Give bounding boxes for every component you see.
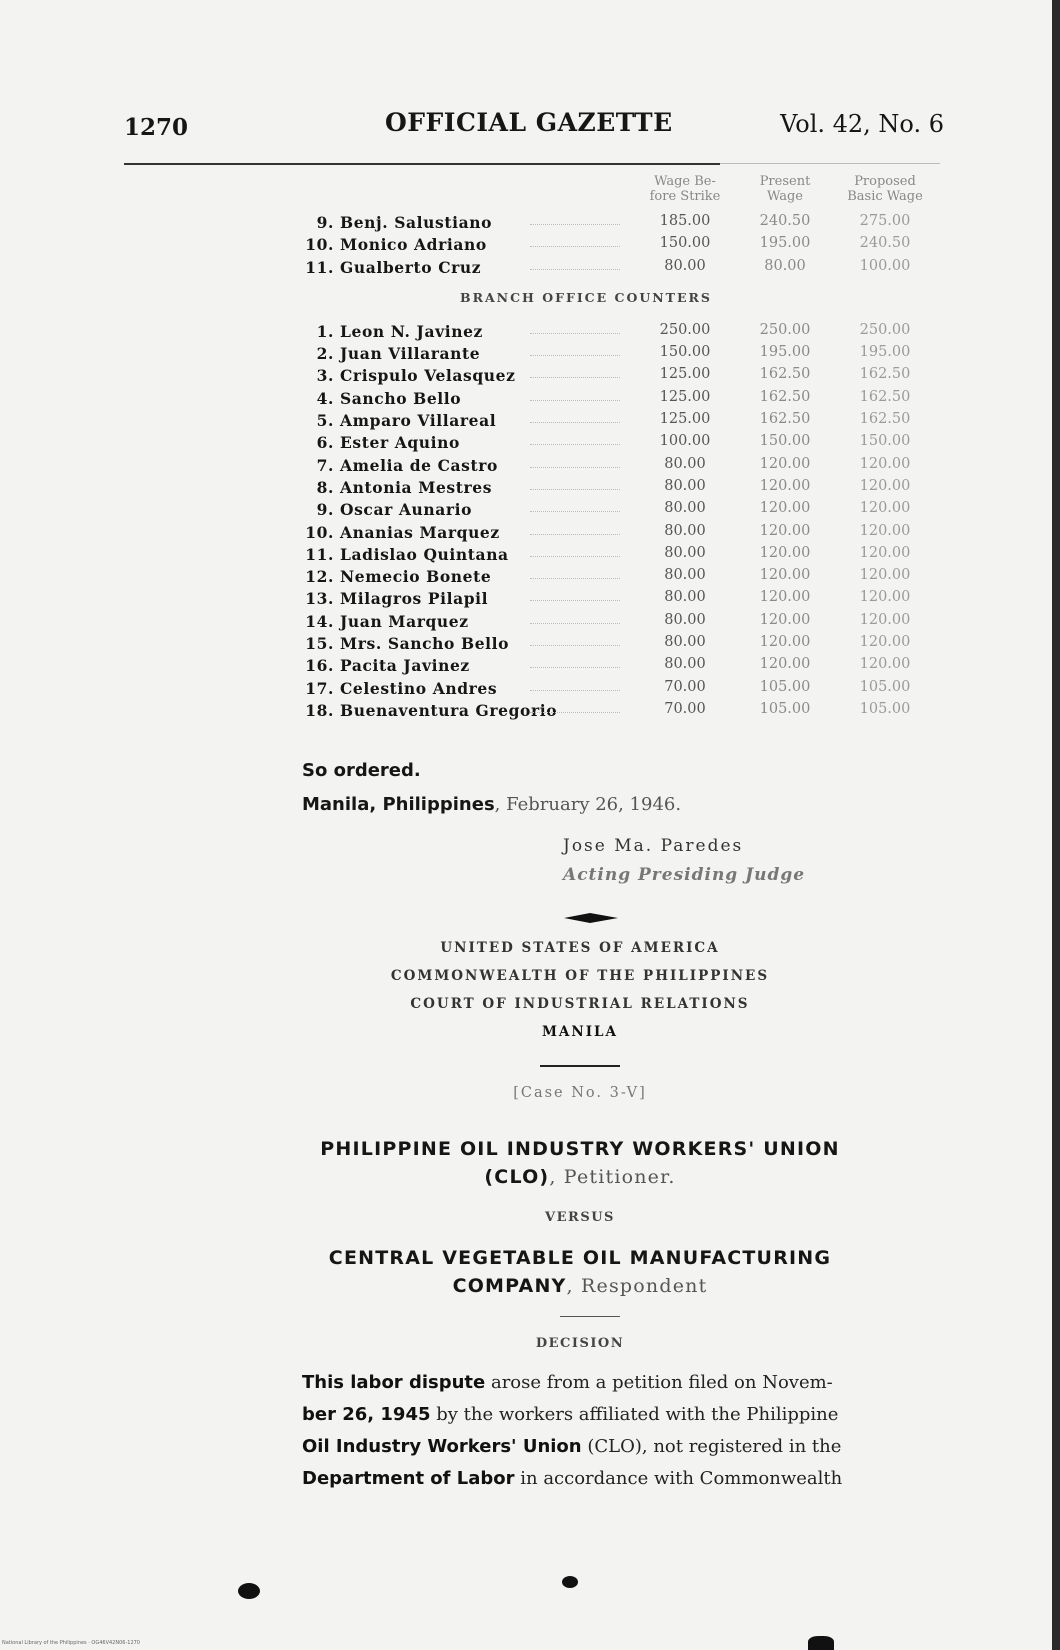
row-number: 17. bbox=[305, 678, 334, 698]
table-row bbox=[300, 522, 950, 544]
employee-name-text: Sancho Bello bbox=[340, 388, 462, 408]
employee-name bbox=[300, 258, 481, 277]
ink-blot bbox=[238, 1583, 260, 1599]
wage-before-strike: 80.00 bbox=[664, 589, 706, 606]
present-wage: 120.00 bbox=[759, 477, 811, 494]
row-number: 3. bbox=[316, 366, 334, 386]
table-row bbox=[300, 499, 950, 521]
body-line-1 bbox=[302, 1367, 942, 1399]
proposed-basic-wage: 162.50 bbox=[859, 388, 911, 405]
employee-name-text: Monico Adriano bbox=[340, 235, 487, 255]
proposed-basic-wage: 105.00 bbox=[859, 700, 911, 717]
employee-name-text: Gualberto Cruz bbox=[340, 257, 482, 277]
table-row bbox=[300, 343, 950, 365]
employee-name bbox=[300, 589, 488, 608]
header-rule bbox=[124, 163, 720, 165]
proposed-basic-wage: 120.00 bbox=[859, 611, 911, 628]
gazette-title: OFFICIAL GAZETTE bbox=[385, 108, 673, 137]
employee-name bbox=[300, 322, 483, 341]
employee-name-text: Nemecio Bonete bbox=[340, 567, 492, 587]
body-line-1-text: arose from a petition filed on Novem- bbox=[485, 1372, 833, 1393]
table-row bbox=[300, 321, 950, 343]
table-row bbox=[300, 544, 950, 566]
column-proposed-basic-wage: Proposed Basic Wage bbox=[847, 174, 923, 204]
row-number: 1. bbox=[316, 321, 334, 341]
body-line-2-text: by the workers affiliated with the Philippine bbox=[430, 1404, 839, 1425]
table-row bbox=[300, 365, 950, 387]
present-wage: 162.50 bbox=[759, 366, 811, 383]
proposed-basic-wage: 195.00 bbox=[859, 344, 911, 361]
court-rule bbox=[540, 1065, 620, 1067]
leader-dots bbox=[530, 534, 620, 535]
wage-before-strike: 70.00 bbox=[664, 700, 706, 717]
present-wage: 120.00 bbox=[759, 634, 811, 651]
employee-name bbox=[300, 344, 480, 363]
employee-name-text: Juan Marquez bbox=[340, 611, 469, 631]
employee-name bbox=[300, 411, 496, 430]
employee-name-text: Pacita Javinez bbox=[340, 656, 470, 676]
leader-dots bbox=[530, 489, 620, 490]
leader-dots bbox=[530, 333, 620, 334]
proposed-basic-wage: 120.00 bbox=[859, 455, 911, 472]
page-header bbox=[124, 104, 944, 144]
leader-dots bbox=[530, 712, 620, 713]
employee-name bbox=[300, 612, 469, 631]
body-line-4-bold: Department of Labor bbox=[302, 1468, 515, 1489]
employee-name-text: Amparo Villareal bbox=[340, 411, 497, 431]
section-divider-ornament bbox=[562, 912, 620, 924]
leader-dots bbox=[530, 690, 620, 691]
present-wage: 120.00 bbox=[759, 544, 811, 561]
table-rows-branch bbox=[300, 321, 950, 722]
wage-before-strike: 80.00 bbox=[664, 567, 706, 584]
body-line-2-bold: ber 26, 1945 bbox=[302, 1404, 431, 1425]
proposed-basic-wage: 120.00 bbox=[859, 589, 911, 606]
proposed-basic-wage: 105.00 bbox=[859, 678, 911, 695]
employee-name-text: Amelia de Castro bbox=[340, 455, 498, 475]
wage-before-strike: 150.00 bbox=[659, 235, 711, 252]
table-row bbox=[300, 388, 950, 410]
row-number: 11. bbox=[305, 257, 334, 277]
wage-before-strike: 80.00 bbox=[664, 656, 706, 673]
versus: VERSUS bbox=[545, 1210, 615, 1225]
table-row bbox=[300, 611, 950, 633]
employee-name-text: Benj. Salustiano bbox=[340, 213, 493, 232]
table-row bbox=[300, 700, 950, 722]
row-number: 18. bbox=[305, 700, 334, 720]
dateline bbox=[302, 794, 681, 815]
judge-name: Jose Ma. Paredes bbox=[563, 836, 744, 856]
wage-before-strike: 80.00 bbox=[664, 544, 706, 561]
employee-name-text: Juan Villarante bbox=[340, 344, 481, 364]
table-row bbox=[300, 410, 950, 432]
employee-name-text: Mrs. Sancho Bello bbox=[340, 634, 510, 654]
employee-name-text: Buenaventura Gregorio bbox=[340, 700, 558, 720]
wage-before-strike: 125.00 bbox=[659, 388, 711, 405]
body-line-4 bbox=[302, 1463, 942, 1495]
row-number: 12. bbox=[305, 567, 334, 587]
row-number: 4. bbox=[316, 388, 334, 408]
present-wage: 250.00 bbox=[759, 321, 811, 338]
proposed-basic-wage: 120.00 bbox=[859, 477, 911, 494]
employee-name-text: Milagros Pilapil bbox=[340, 589, 489, 609]
petitioner-role: , Petitioner. bbox=[549, 1166, 676, 1188]
section-branch-office-counters bbox=[300, 279, 950, 321]
wage-before-strike: 125.00 bbox=[659, 366, 711, 383]
proposed-basic-wage: 120.00 bbox=[859, 544, 911, 561]
row-number: 10. bbox=[305, 522, 334, 542]
leader-dots bbox=[530, 422, 620, 423]
leader-dots bbox=[530, 246, 620, 247]
row-number: 2. bbox=[316, 344, 334, 364]
row-number: 7. bbox=[316, 455, 334, 475]
present-wage: 240.50 bbox=[759, 213, 811, 229]
leader-dots bbox=[530, 600, 620, 601]
leader-dots bbox=[530, 667, 620, 668]
employee-name bbox=[300, 433, 460, 452]
leader-dots bbox=[530, 269, 620, 270]
case-number: [Case No. 3-V] bbox=[513, 1085, 647, 1101]
present-wage: 120.00 bbox=[759, 567, 811, 584]
volume-number: Vol. 42, No. 6 bbox=[780, 110, 944, 138]
wage-before-strike: 100.00 bbox=[659, 433, 711, 450]
row-number: 14. bbox=[305, 611, 334, 631]
court-line-1: UNITED STATES OF AMERICA bbox=[440, 940, 720, 956]
body-line-3-text: (CLO), not registered in the bbox=[581, 1436, 842, 1457]
wage-table bbox=[300, 174, 950, 722]
wage-before-strike: 80.00 bbox=[664, 257, 706, 274]
page-number: 1270 bbox=[124, 114, 189, 141]
wage-before-strike: 80.00 bbox=[664, 522, 706, 539]
dateline-place: Manila, Philippines bbox=[302, 794, 495, 815]
proposed-basic-wage: 120.00 bbox=[859, 500, 911, 517]
employee-name bbox=[300, 567, 491, 586]
proposed-basic-wage: 250.00 bbox=[859, 321, 911, 338]
leader-dots bbox=[530, 224, 620, 225]
leader-dots bbox=[530, 467, 620, 468]
present-wage: 120.00 bbox=[759, 455, 811, 472]
leader-dots bbox=[530, 623, 620, 624]
employee-name bbox=[300, 456, 498, 475]
row-number: 15. bbox=[305, 634, 334, 654]
table-row bbox=[300, 566, 950, 588]
scan-source-note: National Library of the Philippines · OG46V42N06-1270 bbox=[2, 1640, 140, 1646]
section-label: BRANCH OFFICE COUNTERS bbox=[460, 289, 712, 305]
present-wage: 105.00 bbox=[759, 700, 811, 717]
proposed-basic-wage: 162.50 bbox=[859, 411, 911, 428]
row-number: 10. bbox=[305, 235, 334, 255]
petitioner-name: PHILIPPINE OIL INDUSTRY WORKERS' UNION bbox=[320, 1138, 840, 1160]
leader-dots bbox=[530, 511, 620, 512]
table-row bbox=[300, 678, 950, 700]
wage-before-strike: 80.00 bbox=[664, 477, 706, 494]
so-ordered: So ordered. bbox=[302, 760, 421, 781]
present-wage: 120.00 bbox=[759, 589, 811, 606]
proposed-basic-wage: 120.00 bbox=[859, 567, 911, 584]
proposed-basic-wage: 275.00 bbox=[859, 213, 911, 229]
proposed-basic-wage: 162.50 bbox=[859, 366, 911, 383]
present-wage: 120.00 bbox=[759, 522, 811, 539]
wage-before-strike: 80.00 bbox=[664, 455, 706, 472]
row-number: 16. bbox=[305, 656, 334, 676]
employee-name bbox=[300, 389, 461, 408]
decision-heading: DECISION bbox=[535, 1336, 625, 1351]
decision-body bbox=[302, 1367, 942, 1495]
header-rule-faded bbox=[720, 163, 940, 164]
present-wage: 162.50 bbox=[759, 411, 811, 428]
present-wage: 162.50 bbox=[759, 388, 811, 405]
leader-dots bbox=[530, 377, 620, 378]
leader-dots bbox=[530, 400, 620, 401]
employee-name bbox=[300, 701, 557, 720]
present-wage: 150.00 bbox=[759, 433, 811, 450]
employee-name-text: Leon N. Javinez bbox=[340, 321, 483, 341]
proposed-basic-wage: 100.00 bbox=[859, 257, 911, 274]
petitioner-abbrev: (CLO) bbox=[484, 1166, 550, 1188]
leader-dots bbox=[530, 556, 620, 557]
employee-name bbox=[300, 523, 500, 542]
employee-name bbox=[300, 679, 497, 698]
employee-name-text: Ladislao Quintana bbox=[340, 544, 509, 564]
table-row bbox=[300, 588, 950, 610]
wage-before-strike: 80.00 bbox=[664, 500, 706, 517]
proposed-basic-wage: 120.00 bbox=[859, 634, 911, 651]
body-line-4-text: in accordance with Commonwealth bbox=[514, 1468, 843, 1489]
table-row bbox=[300, 432, 950, 454]
row-number: 6. bbox=[316, 433, 334, 453]
present-wage: 120.00 bbox=[759, 500, 811, 517]
table-row bbox=[300, 257, 950, 279]
court-line-4: MANILA bbox=[541, 1024, 619, 1040]
employee-name bbox=[300, 478, 492, 497]
employee-name bbox=[300, 213, 492, 232]
respondent-designation bbox=[280, 1275, 880, 1297]
proposed-basic-wage: 240.50 bbox=[859, 235, 911, 252]
employee-name-text: Celestino Andres bbox=[340, 678, 498, 698]
wage-before-strike: 125.00 bbox=[659, 411, 711, 428]
employee-name bbox=[300, 545, 509, 564]
judge-title: Acting Presiding Judge bbox=[563, 865, 806, 885]
table-row bbox=[300, 234, 950, 256]
employee-name bbox=[300, 366, 516, 385]
leader-dots bbox=[530, 645, 620, 646]
employee-name bbox=[300, 656, 470, 675]
table-row bbox=[300, 455, 950, 477]
ink-blot bbox=[808, 1636, 834, 1650]
employee-name bbox=[300, 634, 509, 653]
row-number: 13. bbox=[305, 589, 334, 609]
petitioner-designation bbox=[280, 1166, 880, 1188]
body-line-3-bold: Oil Industry Workers' Union bbox=[302, 1436, 582, 1457]
ink-blot bbox=[562, 1576, 578, 1588]
employee-name-text: Oscar Aunario bbox=[340, 500, 473, 520]
present-wage: 120.00 bbox=[759, 656, 811, 673]
wage-before-strike: 150.00 bbox=[659, 344, 711, 361]
table-row bbox=[300, 477, 950, 499]
leader-dots bbox=[530, 578, 620, 579]
body-line-2 bbox=[302, 1399, 942, 1431]
row-number: 8. bbox=[316, 477, 334, 497]
decision-rule bbox=[560, 1316, 620, 1317]
employee-name-text: Ester Aquino bbox=[340, 433, 460, 453]
leader-dots bbox=[530, 355, 620, 356]
respondent-company: COMPANY bbox=[452, 1275, 567, 1297]
row-number: 11. bbox=[305, 544, 334, 564]
employee-name bbox=[300, 235, 487, 254]
wage-before-strike: 80.00 bbox=[664, 634, 706, 651]
table-row bbox=[300, 212, 950, 234]
table-row bbox=[300, 633, 950, 655]
present-wage: 105.00 bbox=[759, 678, 811, 695]
employee-name-text: Crispulo Velasquez bbox=[340, 366, 516, 386]
dateline-date: , February 26, 1946. bbox=[494, 794, 682, 815]
page-edge bbox=[1052, 0, 1060, 1650]
employee-name-text: Antonia Mestres bbox=[340, 477, 493, 497]
wage-before-strike: 185.00 bbox=[659, 213, 711, 229]
employee-name-text: Ananias Marquez bbox=[340, 522, 500, 542]
proposed-basic-wage: 150.00 bbox=[859, 433, 911, 450]
employee-name bbox=[300, 500, 472, 519]
leader-dots bbox=[530, 444, 620, 445]
proposed-basic-wage: 120.00 bbox=[859, 656, 911, 673]
column-wage-before-strike: Wage Be- fore Strike bbox=[649, 174, 721, 204]
proposed-basic-wage: 120.00 bbox=[859, 522, 911, 539]
respondent-name: CENTRAL VEGETABLE OIL MANUFACTURING bbox=[328, 1247, 832, 1269]
court-line-3: COURT OF INDUSTRIAL RELATIONS bbox=[410, 996, 750, 1012]
respondent-role: , Respondent bbox=[566, 1275, 708, 1297]
row-number: 9. bbox=[316, 500, 334, 520]
row-number: 9. bbox=[316, 213, 334, 232]
wage-before-strike: 70.00 bbox=[664, 678, 706, 695]
court-line-2: COMMONWEALTH OF THE PHILIPPINES bbox=[390, 968, 770, 984]
column-present-wage: Present Wage bbox=[759, 174, 811, 204]
table-rows-top bbox=[300, 212, 950, 279]
present-wage: 80.00 bbox=[764, 257, 806, 274]
wage-before-strike: 250.00 bbox=[659, 321, 711, 338]
wage-before-strike: 80.00 bbox=[664, 611, 706, 628]
present-wage: 195.00 bbox=[759, 235, 811, 252]
body-line-3 bbox=[302, 1431, 942, 1463]
present-wage: 120.00 bbox=[759, 611, 811, 628]
row-number: 5. bbox=[316, 411, 334, 431]
table-row bbox=[300, 655, 950, 677]
body-line-1-bold: This labor dispute bbox=[302, 1372, 486, 1393]
present-wage: 195.00 bbox=[759, 344, 811, 361]
table-column-headers bbox=[300, 174, 950, 212]
